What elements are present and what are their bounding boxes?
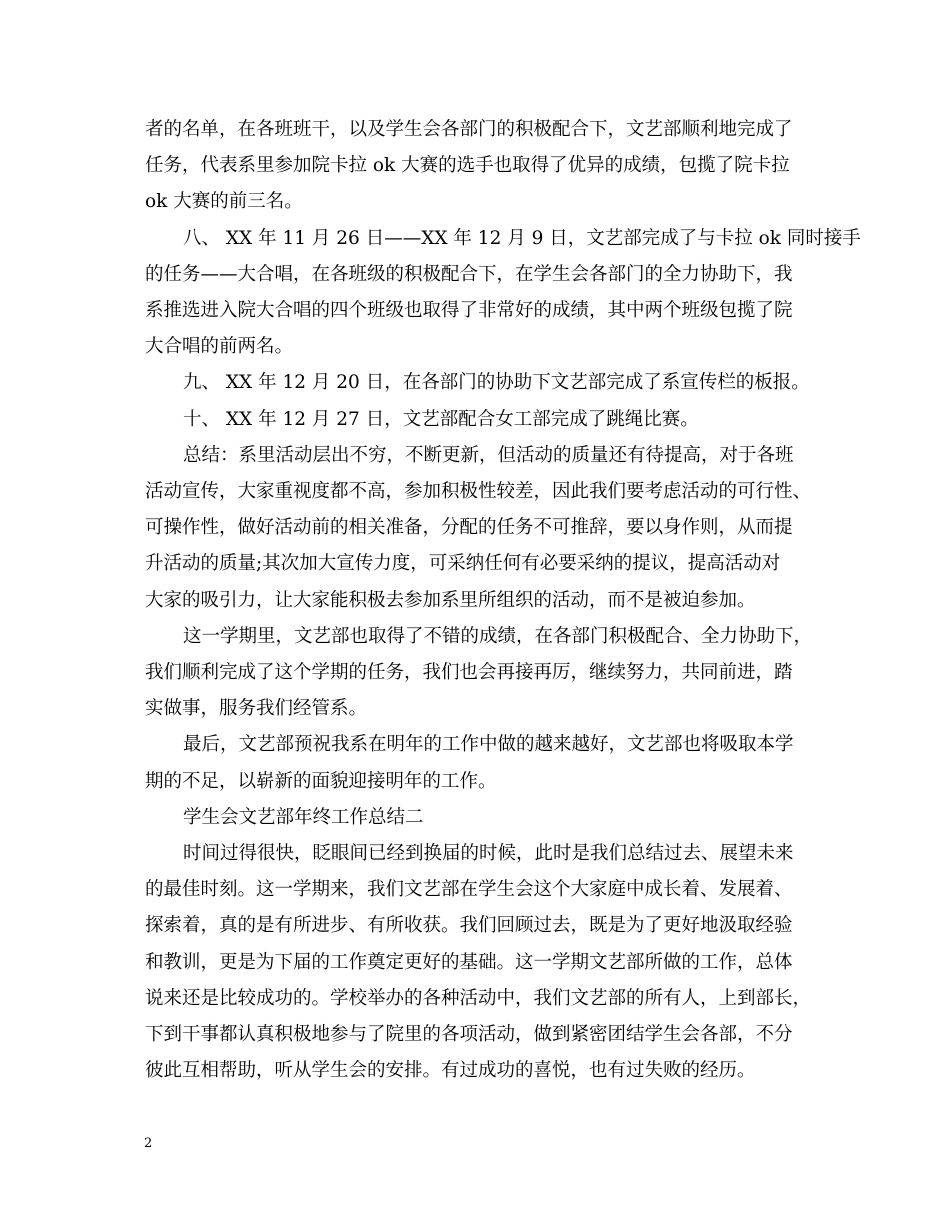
text-line: 八、 XX 年 11 月 26 日——XX 年 12 月 9 日，文艺部完成了与卡拉 ok 同时接手 xyxy=(183,227,861,249)
text-line: 十、 XX 年 12 月 27 日，文艺部配合女工部完成了跳绳比赛。 xyxy=(183,408,699,430)
text-line: 大合唱的前两名。 xyxy=(145,336,294,358)
text-line: 期的不足，以崭新的面貌迎接明年的工作。 xyxy=(145,770,497,792)
text-line: 活动宣传，大家重视度都不高，参加积极性较差，因此我们要考虑活动的可行性、 xyxy=(145,481,812,502)
text-line: 我们顺利完成了这个学期的任务，我们也会再接再厉，继续努力，共同前进，踏 xyxy=(145,662,793,683)
text-line: 者的名单，在各班班干，以及学生会各部门的积极配合下，文艺部顺利地完成了 xyxy=(145,119,793,140)
text-line: 下到干事都认真积极地参与了院里的各项活动，做到紧密团结学生会各部，不分 xyxy=(145,1024,793,1045)
text-line: 实做事，服务我们经管系。 xyxy=(145,698,368,720)
text-line: 可操作性，做好活动前的相关准备，分配的任务不可推辞，要以身作则，从而提 xyxy=(145,517,793,539)
text-line: 的任务——大合唱，在各班级的积极配合下，在学生会各部门的全力协助下，我 xyxy=(145,263,793,285)
text-line: 时间过得很快，眨眼间已经到换届的时候，此时是我们总结过去、展望未来 xyxy=(183,843,794,864)
text-line: 说来还是比较成功的。学校举办的各种活动中，我们文艺部的所有人，上到部长， xyxy=(145,987,812,1009)
text-line: 任务，代表系里参加院卡拉 ok 大赛的选手也取得了优异的成绩，包揽了院卡拉 xyxy=(145,155,790,177)
text-line: 最后，文艺部预祝我系在明年的工作中做的越来越好，文艺部也将吸取本学 xyxy=(183,734,794,756)
text-line: 大家的吸引力，让大家能积极去参加系里所组织的活动，而不是被迫参加。 xyxy=(145,589,756,611)
text-line: 升活动的质量;其次加大宣传力度，可采纳任何有必要采纳的提议，提高活动对 xyxy=(145,553,781,575)
text-line: 九、 XX 年 12 月 20 日，在各部门的协助下文艺部完成了系宣传栏的板报。 xyxy=(183,372,810,394)
text-line: 总结：系里活动层出不穷，不断更新，但活动的质量还有待提高，对于各班 xyxy=(183,444,794,466)
text-line: ok 大赛的前三名。 xyxy=(145,191,303,213)
text-line: 彼此互相帮助，听从学生会的安排。有过成功的喜悦，也有过失败的经历。 xyxy=(145,1060,756,1082)
text-line: 和教训，更是为下届的工作奠定更好的基础。这一学期文艺部所做的工作，总体 xyxy=(145,951,793,973)
text-line: 系推选进入院大合唱的四个班级也取得了非常好的成绩，其中两个班级包揽了院 xyxy=(145,300,793,321)
page-number: 2 xyxy=(144,1136,153,1151)
text-line: 这一学期里，文艺部也取得了不错的成绩，在各部门积极配合、全力协助下， xyxy=(183,625,813,647)
text-line: 探索着，真的是有所进步、有所收获。我们回顾过去，既是为了更好地汲取经验 xyxy=(145,915,793,937)
text-line: 学生会文艺部年终工作总结二 xyxy=(183,806,424,828)
text-line: 的最佳时刻。这一学期来，我们文艺部在学生会这个大家庭中成长着、发展着、 xyxy=(145,879,793,901)
